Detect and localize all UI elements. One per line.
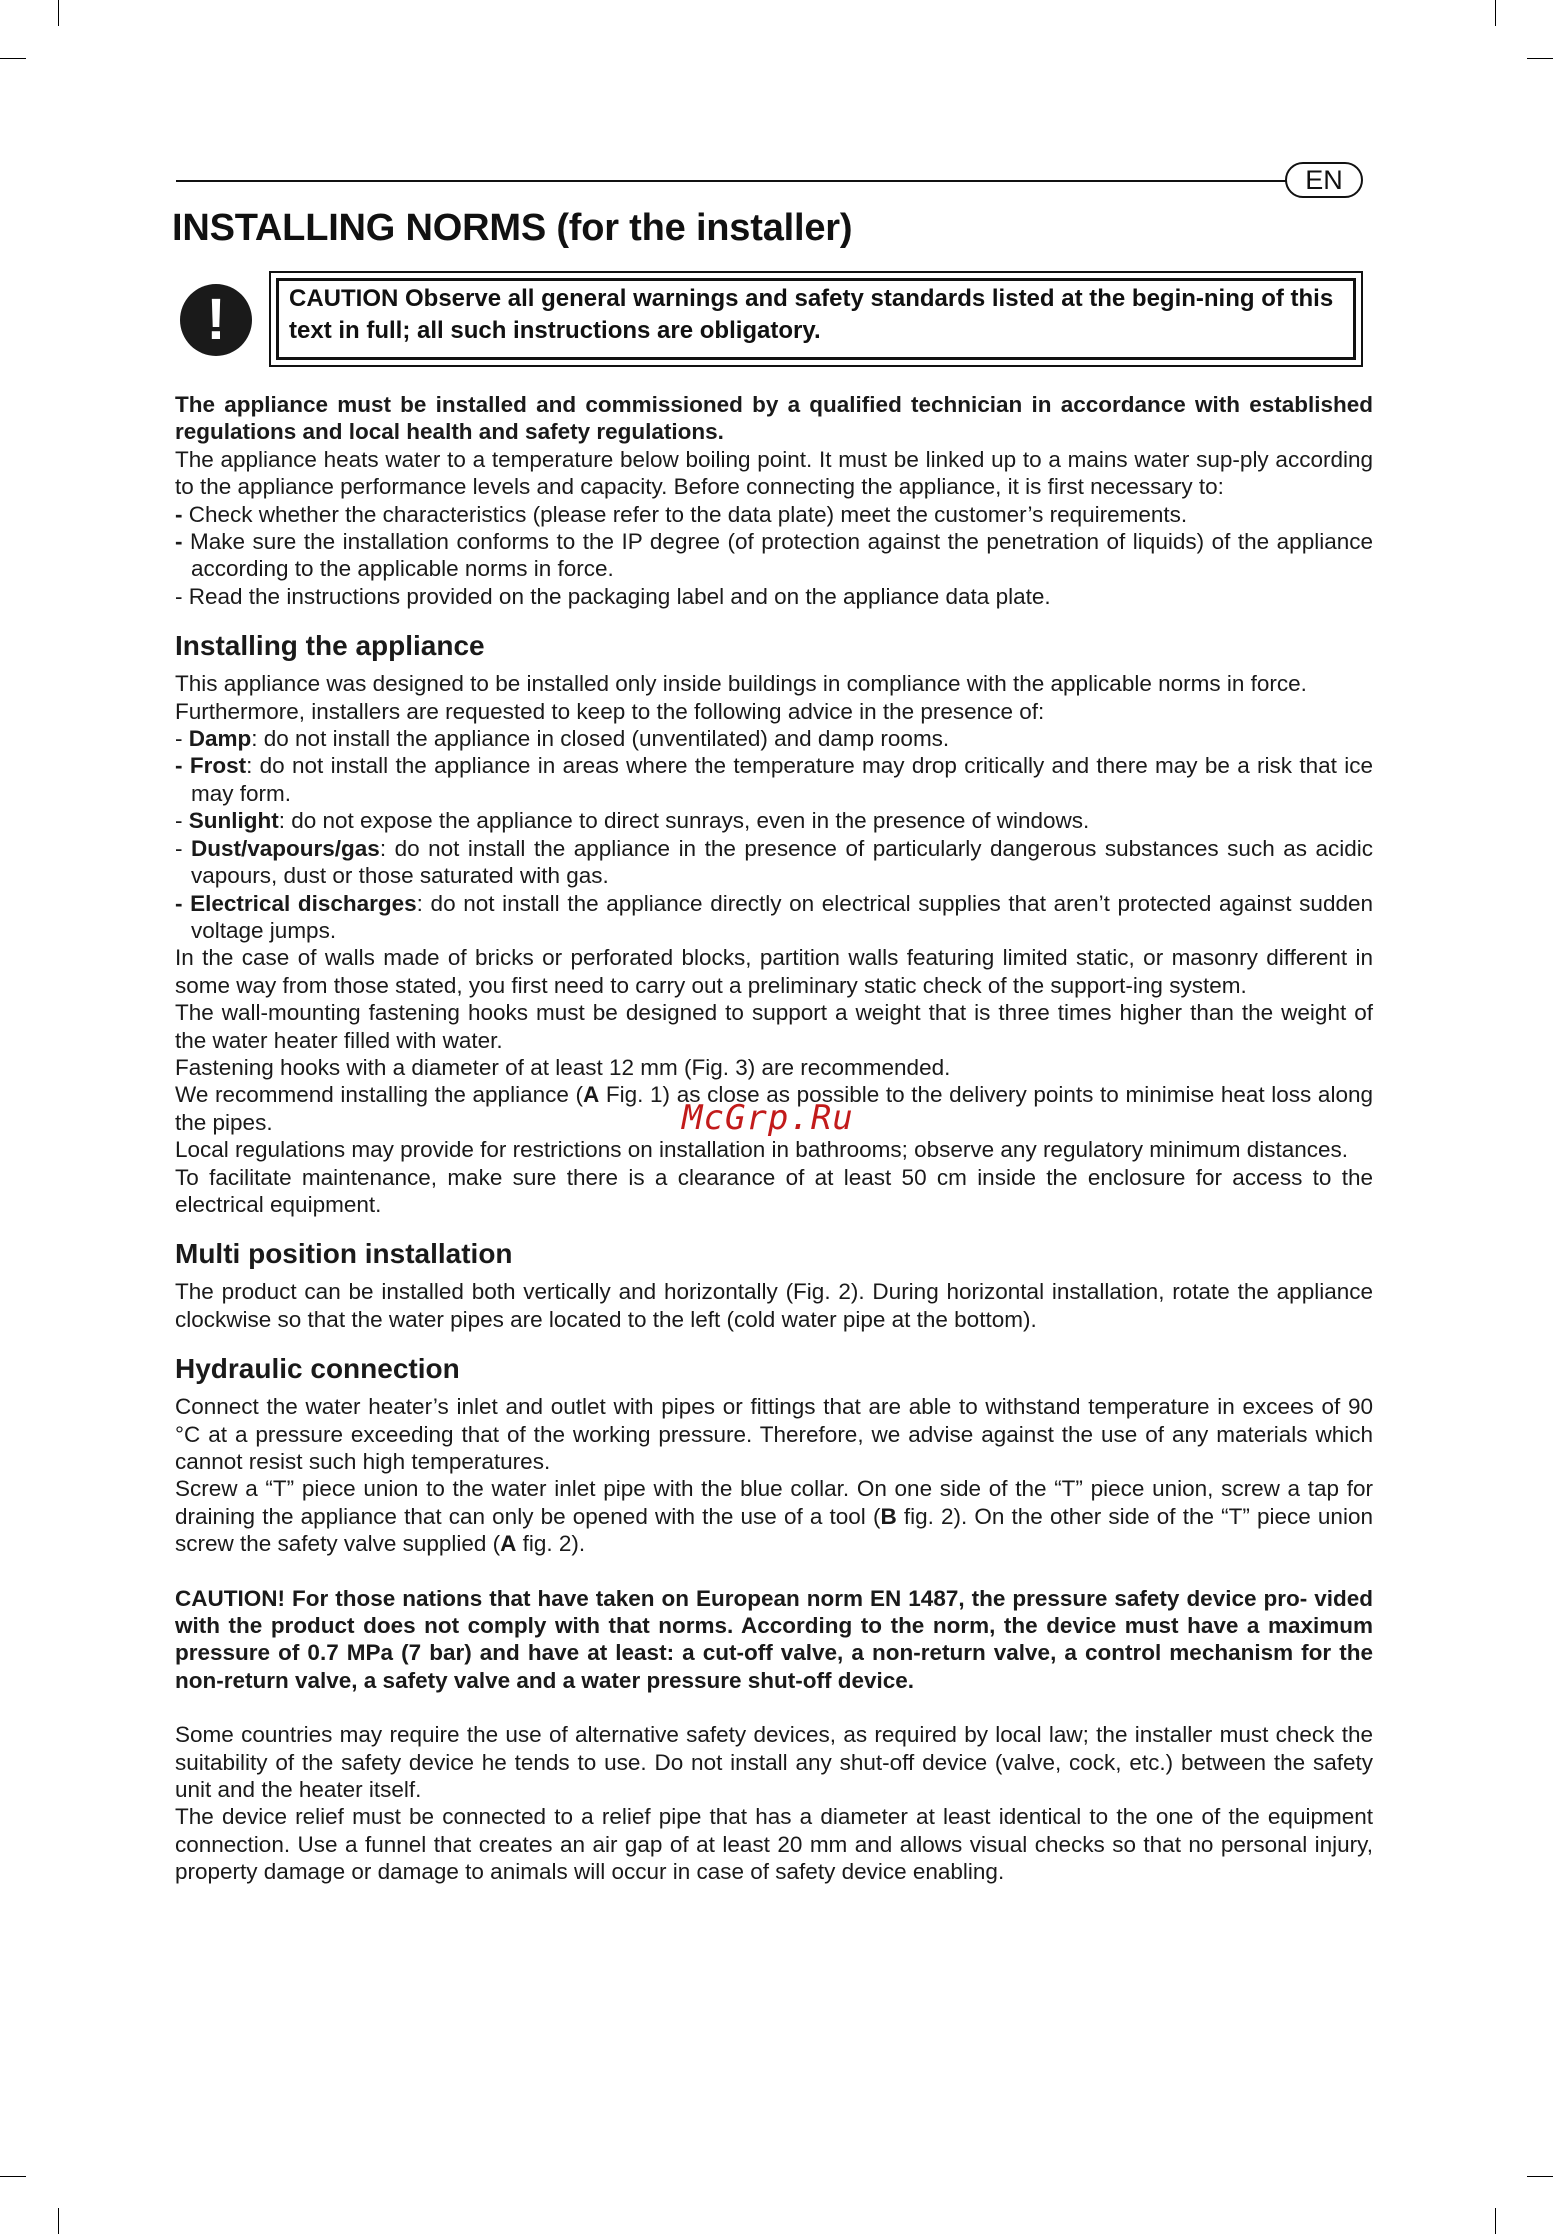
crop-mark	[1527, 58, 1553, 59]
installing-paragraph: To facilitate maintenance, make sure there is a clearance of at least 50 cm inside the enclosure for access to the electrical equipment.	[175, 1164, 1373, 1217]
caution-text: CAUTION Observe all general warnings and safety standards listed at the begin-ning of this text in full; all such instructions are obligatory.	[289, 285, 1334, 344]
crop-mark	[58, 2208, 59, 2234]
spacer	[175, 1558, 1373, 1585]
crop-mark	[0, 2176, 26, 2177]
watermark: McGrp.Ru	[682, 1098, 854, 1138]
document-body	[175, 391, 1373, 1886]
language-badge: EN	[1285, 162, 1363, 198]
hydraulic-paragraph: Connect the water heater’s inlet and outlet with pipes or fittings that are able to withstand temperature in excees of 90 °C at a pressure exceeding that of the working pressure. Therefore, we advise against the use of any materials which cannot resist such high temperatures.	[175, 1394, 1373, 1474]
hydraulic-paragraph: Some countries may require the use of alternative safety devices, as required by local law; the installer must check the suitability of the safety device he tends to use. Do not install any shut-off device (valve, cock, etc.) between the safety unit and the heater itself.	[175, 1722, 1373, 1803]
installing-paragraph: Fastening hooks with a diameter of at least 12 mm (Fig. 3) are recommended.	[175, 1054, 951, 1080]
section-heading-hydraulic: Hydraulic connection	[175, 1353, 460, 1385]
page-title: INSTALLING NORMS (for the installer)	[172, 207, 853, 249]
header-rule	[176, 180, 1286, 182]
condition-electrical: - Electrical discharges: do not install the appliance directly on electrical supplies that aren’t protected against sudden voltage jumps.	[175, 890, 1373, 943]
installing-paragraph: Local regulations may provide for restrictions on installation in bathrooms; observe any regulatory minimum distances.	[175, 1137, 1349, 1163]
installing-paragraph: Furthermore, installers are requested to keep to the following advice in the presence of:	[175, 698, 1045, 724]
hydraulic-paragraph: The device relief must be connected to a relief pipe that has a diameter at least identical to the one of the equipment connection. Use a funnel that creates an air gap of at least 20 mm and allows visual checks so that no personal injury, property damage or damage to animals will occur in case of safety device enabling.	[175, 1804, 1373, 1885]
condition-frost: - Frost: do not install the appliance in areas where the temperature may drop critically and there may be a risk that ice may form.	[175, 753, 1373, 806]
intro-list-item: - Check whether the characteristics (please refer to the data plate) meet the customer’s requirements.	[175, 501, 1188, 527]
hydraulic-paragraph: Screw a “T” piece union to the water inlet pipe with the blue collar. On one side of the “T” piece union, screw a tap for draining the appliance that can only be opened with the use of a tool (B fig. 2). On the other side of the “T” piece union screw the safety valve supplied (A fig. 2).	[175, 1476, 1373, 1557]
hydraulic-caution: CAUTION! For those nations that have taken on European norm EN 1487, the pressure safety device pro- vided with the product does not comply with that norms. According to the norm, the device must have a maximum pressure of 0.7 MPa (7 bar) and have at least: a cut-off valve, a non-return valve, a control mechanism for the non-return valve, a safety valve and a water pressure shut-off device.	[175, 1585, 1373, 1693]
installing-paragraph: We recommend installing the appliance (A Fig. 1) as close as possible to the delivery points to minimise heat loss along the pipes.	[175, 1082, 1373, 1135]
crop-mark	[1495, 0, 1496, 26]
condition-damp: - Damp: do not install the appliance in closed (unventilated) and damp rooms.	[175, 726, 950, 752]
installing-paragraph: In the case of walls made of bricks or perforated blocks, partition walls featuring limited static, or masonry different in some way from those stated, you first need to carry out a preliminary static check of the support-ing system.	[175, 945, 1373, 998]
installing-paragraph: This appliance was designed to be installed only inside buildings in compliance with the applicable norms in force.	[175, 671, 1307, 697]
caution-box	[269, 271, 1363, 367]
intro-list-item: - Read the instructions provided on the packaging label and on the appliance data plate.	[175, 583, 1051, 609]
section-heading-installing: Installing the appliance	[175, 630, 485, 662]
crop-mark	[1527, 2176, 1553, 2177]
intro-paragraph: The appliance heats water to a temperature below boiling point. It must be linked up to a mains water sup-ply according to the appliance performance levels and capacity. Before connecting the appliance, it is first necessary to:	[175, 446, 1373, 500]
intro-bold: The appliance must be installed and commissioned by a qualified technician in accordance with established regulations and local health and safety regulations.	[175, 392, 1373, 445]
condition-sunlight: - Sunlight: do not expose the appliance to direct sunrays, even in the presence of windows.	[175, 808, 1090, 834]
intro-list-item: - Make sure the installation conforms to the IP degree (of protection against the penetration of liquids) of the appliance according to the applicable norms in force.	[175, 529, 1373, 582]
crop-mark	[1495, 2208, 1496, 2234]
crop-mark	[0, 58, 26, 59]
section-heading-multi-position: Multi position installation	[175, 1238, 513, 1270]
crop-mark	[58, 0, 59, 26]
spacer	[175, 1694, 1373, 1721]
exclamation-icon: !	[180, 284, 252, 356]
installing-paragraph: The wall-mounting fastening hooks must be designed to support a weight that is three times higher than the weight of the water heater filled with water.	[175, 1000, 1373, 1053]
condition-dust: - Dust/vapours/gas: do not install the appliance in the presence of particularly dangerous substances such as acidic vapours, dust or those saturated with gas.	[175, 835, 1374, 889]
multi-paragraph: The product can be installed both vertically and horizontally (Fig. 2). During horizontal installation, rotate the appliance clockwise so that the water pipes are located to the left (cold water pipe at the bottom).	[175, 1279, 1373, 1332]
